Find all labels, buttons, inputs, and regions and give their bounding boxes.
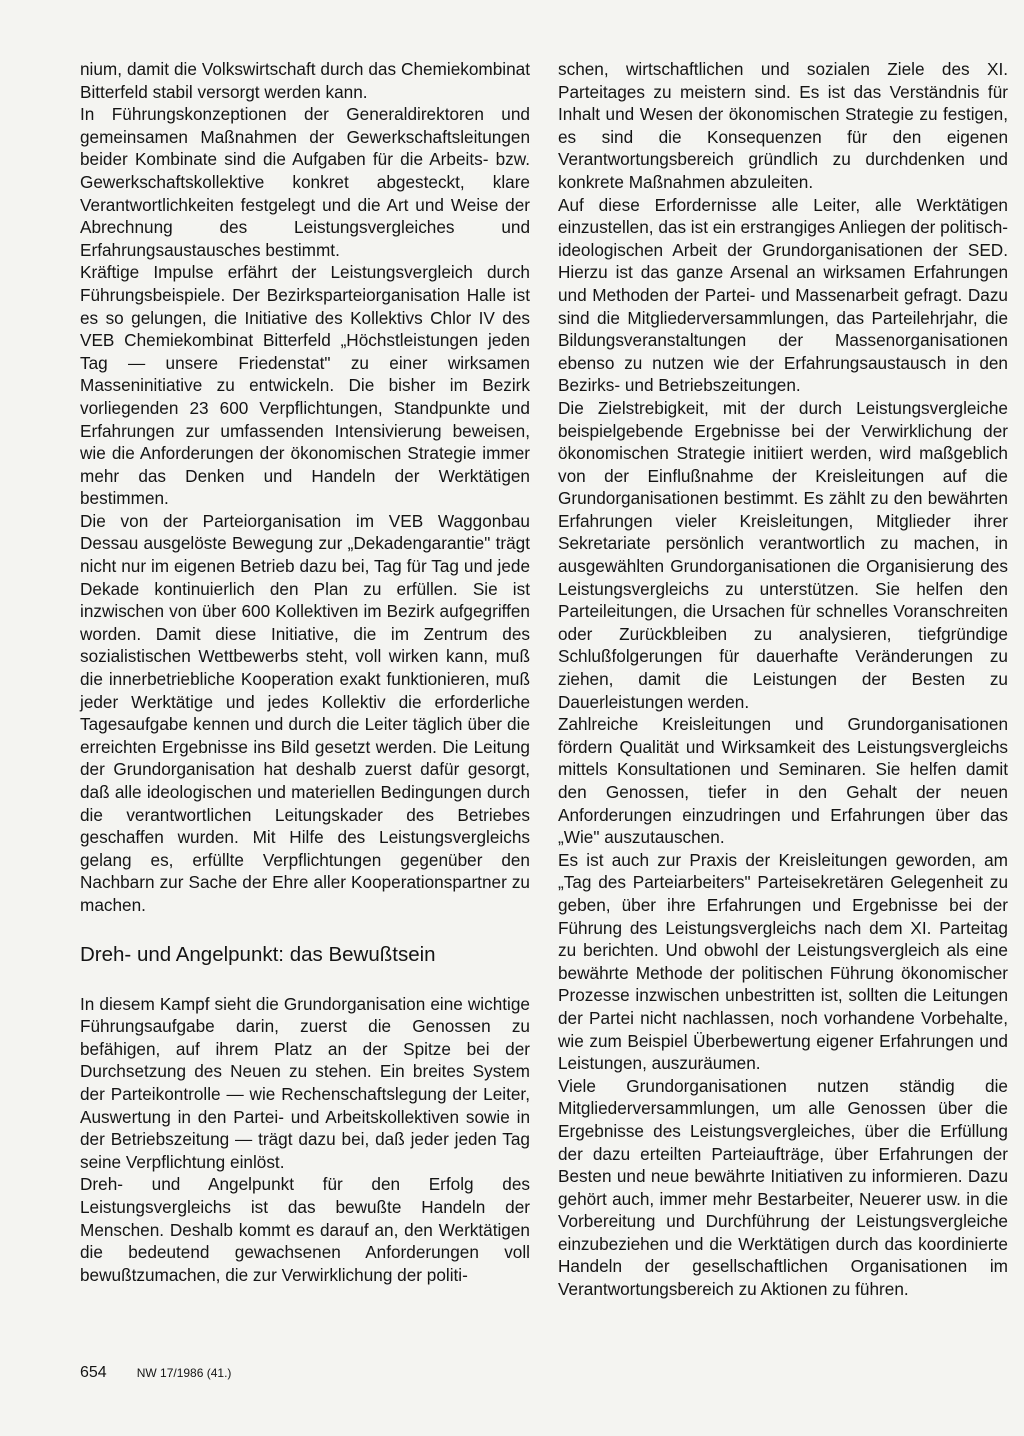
paragraph: In Führungskonzeptionen der Generaldirektoren und gemeinsamen Maßnahmen der Gewerkschaftsleitungen beider Kombinate sind die Aufgaben für die Arbeits- bzw. Gewerkschaftskollektive konkret abgesteckt, klare Verantwortlichkeiten festgelegt und die Art und Weise der Abrechnung des Leistungsvergleiches und Erfahrungsaustausches bestimmt. [80,104,530,260]
right-column [558,58,1008,1301]
paragraph: Dreh- und Angelpunkt für den Erfolg des Leistungsvergleichs ist das bewußte Handeln der Menschen. Deshalb kommt es darauf an, den Werktätigen die bedeutend gewachsenen Anforderungen voll bewußtzumachen, die zur Verwirklichung der politi- [80,1174,530,1285]
issue-label: NW 17/1986 (41.) [136,1366,232,1380]
page-footer [80,1364,231,1382]
paragraph: Kräftige Impulse erfährt der Leistungsvergleich durch Führungsbeispiele. Der Bezirksparteiorganisation Halle ist es so gelungen, die Initiative des Kollektivs Chlor IV des VEB Chemiekombinat Bitterfeld „Höchstleistungen jeden Tag — unsere Friedenstat" zu einer wirksamen Masseninitiative zu entwickeln. Die bisher im Bezirk vorliegenden 23 600 Verpflichtungen, Standpunkte und Erfahrungen zur umfassenden Intensivierung beweisen, wie die Anforderungen der ökonomischen Strategie immer mehr das Denken und Handeln der Werktätigen bestimmen. [80,262,530,509]
page-number: 654 [80,1364,107,1381]
paragraph: Die von der Parteiorganisation im VEB Waggonbau Dessau ausgelöste Bewegung zur „Dekadengarantie" trägt nicht nur im eigenen Betrieb dazu bei, Tag für Tag und jede Dekade kontinuierlich den Plan zu erfüllen. Sie ist inzwischen von über 600 Kollektiven im Bezirk aufgegriffen worden. Damit diese Initiative, die im Zentrum des sozialistischen Wettbewerbs steht, voll wirken kann, muß die innerbetriebliche Kooperation exakt funktionieren, muß jeder Werktätige und jedes Kollektiv die erforderliche Tagesaufgabe kennen und durch die Leiter täglich über die erreichten Ergebnisse ins Bild gesetzt werden. Die Leitung der Grundorganisation hat deshalb zuerst dafür gesorgt, daß alle ideologischen und materiellen Bedingungen durch die verantwortlichen Leitungskader des Betriebes geschaffen wurden. Mit Hilfe des Leistungsvergleichs gelang es, erfüllte Verpflichtungen gegenüber den Nachbarn zur Sache der Ehre aller Kooperationspartner zu machen. [80,510,530,915]
section-heading: Dreh- und Angelpunkt: das Bewußtsein [80,942,436,966]
left-column [80,58,530,1286]
paragraph: Es ist auch zur Praxis der Kreisleitungen geworden, am „Tag des Parteiarbeiters" Parteisekretären Gelegenheit zu geben, über ihre Erfahrungen und Ergebnisse bei der Führung des Leistungsvergleichs nach dem XI. Parteitag zu berichten. Und obwohl der Leistungsvergleich als eine bewährte Methode der politischen Führung ökonomischer Prozesse inzwischen unbestritten ist, sollten die Leitungen der Partei nicht nachlassen, noch vorhandene Vorbehalte, wie zum Beispiel Überbewertung eigener Erfahrungen und Leistungen, auszuräumen. [558,849,1008,1074]
paragraph: Auf diese Erfordernisse alle Leiter, alle Werktätigen einzustellen, das ist ein erstrangiges Anliegen der politisch-ideologischen Arbeit der Grundorganisationen der SED. Hierzu ist das ganze Arsenal an wirksamen Erfahrungen und Methoden der Partei- und Massenarbeit gefragt. Dazu sind die Mitgliederversammlungen, das Parteilehrjahr, die Bildungsveranstaltungen der Massenorganisationen ebenso zu nutzen wie der Erfahrungsaustausch in den Bezirks- und Betriebszeitungen. [558,194,1008,396]
paragraph: schen, wirtschaftlichen und sozialen Ziele des XI. Parteitages zu meistern sind. Es ist das Verständnis für Inhalt und Wesen der ökonomischen Strategie zu festigen, es sind die Konsequenzen für den eigenen Verantwortungsbereich gründlich zu durchdenken und konkrete Maßnahmen abzuleiten. [558,59,1008,192]
paragraph: nium, damit die Volkswirtschaft durch das Chemiekombinat Bitterfeld stabil versorgt werden kann. [80,59,530,102]
paragraph: Zahlreiche Kreisleitungen und Grundorganisationen fördern Qualität und Wirksamkeit des Leistungsvergleichs mittels Konsultationen und Seminaren. Sie helfen damit den Genossen, tiefer in den Gehalt der neuen Anforderungen einzudringen und Erfahrungen über das „Wie" auszutauschen. [558,714,1008,848]
paragraph: Viele Grundorganisationen nutzen ständig die Mitgliederversammlungen, um alle Genossen über die Ergebnisse des Leistungsvergleiches, über die Erfüllung der dazu erteilten Parteiaufträge, über Erfahrungen der Besten und neue bewährte Initiativen zu informieren. Dazu gehört auch, immer mehr Bestarbeiter, Neuerer usw. in die Vorbereitung und Durchführung der Leistungsvergleiche einzubeziehen und die Werktätigen durch das koordinierte Handeln der gesellschaftlichen Organisationen im Verantwortungsbereich zu Aktionen zu führen. [558,1075,1008,1300]
paragraph: Die Zielstrebigkeit, mit der durch Leistungsvergleiche beispielgebende Ergebnisse bei der Verwirklichung der ökonomischen Strategie initiiert werden, wird maßgeblich von der Einflußnahme der Kreisleitungen auf die Grundorganisationen bestimmt. Es zählt zu den bewährten Erfahrungen vieler Kreisleitungen, Mitglieder ihrer Sekretariate persönlich verantwortlich zu machen, in ausgewählten Grundorganisationen die Organisierung des Leistungsvergleichs zu unterstützen. Sie helfen den Parteileitungen, die Ursachen für schnelles Voranschreiten oder Zurückbleiben zu analysieren, tiefgründige Schlußfolgerungen für dauerhafte Veränderungen zu ziehen, damit die Leistungen der Besten zu Dauerleistungen werden. [558,397,1008,712]
paragraph: In diesem Kampf sieht die Grundorganisation eine wichtige Führungsaufgabe darin, zuerst die Genossen zu befähigen, auf ihrem Platz an der Spitze bei der Durchsetzung des Neuen zu stehen. Ein breites System der Parteikontrolle — wie Rechenschaftslegung der Leiter, Auswertung in den Partei- und Arbeitskollektiven sowie in der Betriebszeitung — trägt dazu bei, daß jeder jeden Tag seine Verpflichtung einlöst. [80,993,530,1172]
